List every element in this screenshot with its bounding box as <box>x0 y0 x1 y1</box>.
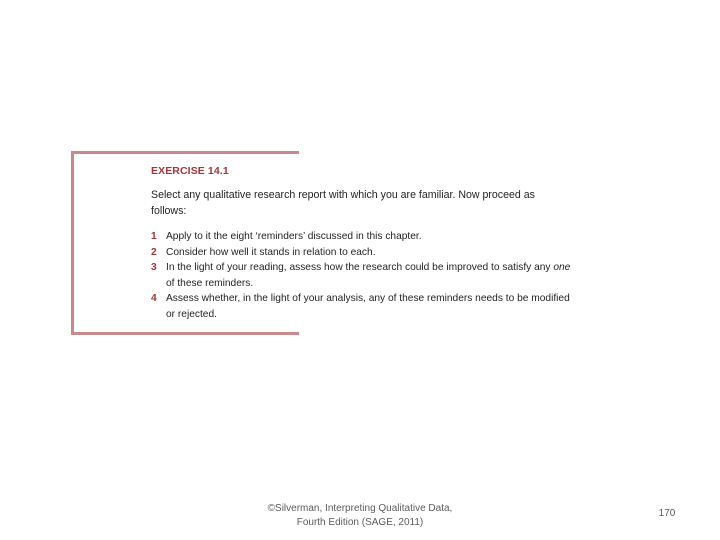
footer-citation <box>230 502 490 530</box>
item-text: Consider how well it stands in relation to each. <box>166 246 376 258</box>
exercise-border-left <box>71 151 74 335</box>
exercise-item-4 <box>151 291 571 322</box>
item-number: 1 <box>151 231 157 242</box>
exercise-item-3 <box>151 260 571 291</box>
exercise-border-top <box>71 151 299 154</box>
item-text-after: of these reminders. <box>166 277 254 289</box>
item-number: 3 <box>151 262 157 273</box>
exercise-border-bottom <box>71 332 299 335</box>
item-text: Apply to it the eight ‘reminders’ discussed in this chapter. <box>166 231 422 242</box>
page-number: 170 <box>658 508 676 519</box>
exercise-item-1 <box>151 229 571 245</box>
exercise-title: EXERCISE 14.1 <box>151 165 229 177</box>
item-number: 4 <box>151 293 157 304</box>
citation-line-1: ©Silverman, Interpreting Qualitative Data, <box>267 503 453 514</box>
item-text: In the light of your reading, assess how the research could be improved to satisfy any <box>166 262 554 273</box>
exercise-list <box>151 229 571 322</box>
exercise-item-2 <box>151 245 571 261</box>
exercise-box <box>71 151 571 335</box>
exercise-intro: Select any qualitative research report with which you are familiar. Now proceed as follows: <box>151 189 535 217</box>
item-emphasis: one <box>553 262 571 273</box>
item-number: 2 <box>151 246 157 258</box>
item-text: Assess whether, in the light of your analysis, any of these reminders needs to be modified or rejected. <box>166 293 570 320</box>
citation-line-2: Fourth Edition (SAGE, 2011) <box>296 517 424 528</box>
